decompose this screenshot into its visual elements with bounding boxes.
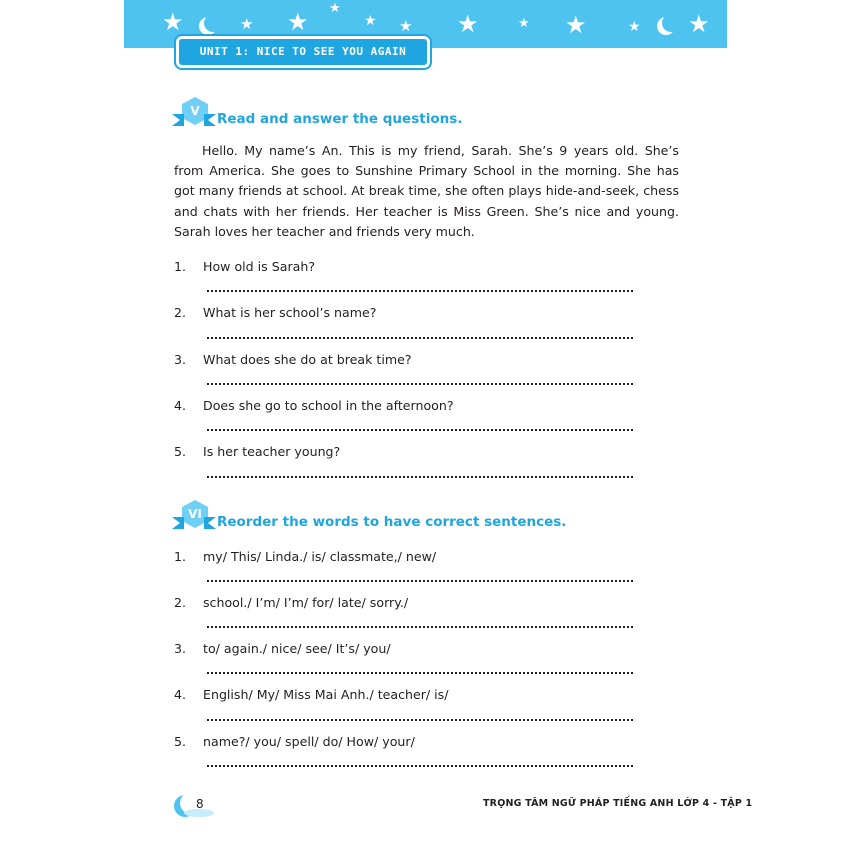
answer-line[interactable] — [207, 429, 633, 431]
book-title: TRỌNG TÂM NGỮ PHÁP TIẾNG ANH LỚP 4 - TẬP 1 — [483, 798, 753, 809]
star-icon: ★ — [364, 13, 377, 29]
item-number: 4. — [174, 687, 187, 702]
answer-line[interactable] — [207, 337, 633, 339]
unit-title: UNIT 1: NICE TO SEE YOU AGAIN — [199, 45, 407, 58]
moon-icon — [662, 14, 680, 32]
star-icon: ★ — [688, 10, 710, 38]
answer-line[interactable] — [207, 719, 633, 721]
question-number: 4. — [174, 398, 187, 413]
answer-line[interactable] — [207, 383, 633, 385]
question-number: 3. — [174, 352, 187, 367]
question-text: What is her school’s name? — [203, 305, 377, 320]
page-number: 8 — [196, 797, 204, 811]
passage-text: Hello. My name’s An. This is my friend, Sarah. She’s 9 years old. She’s from America. She goes to Sunshine Primary School in the morning. She has got many friends at school. At break time, she often plays hide-and-seek, chess and chats with her friends. Her teacher is Miss Green. She’s nice and young. Sarah loves her teacher and friends very much. — [174, 143, 679, 239]
item-number: 5. — [174, 734, 187, 749]
star-icon: ★ — [329, 1, 341, 16]
question-text: Does she go to school in the afternoon? — [203, 398, 454, 413]
section-vi-title: Reorder the words to have correct sentences. — [217, 514, 567, 530]
moon-icon — [204, 14, 222, 32]
answer-line[interactable] — [207, 476, 633, 478]
reading-passage — [174, 141, 679, 242]
question-number: 5. — [174, 444, 187, 459]
item-text: my/ This/ Linda./ is/ classmate,/ new/ — [203, 549, 437, 564]
section-v-title: Read and answer the questions. — [217, 111, 463, 127]
item-text: English/ My/ Miss Mai Anh./ teacher/ is/ — [203, 687, 449, 702]
ribbon-icon — [172, 517, 216, 529]
star-icon: ★ — [518, 16, 530, 31]
question-text: What does she do at break time? — [203, 352, 412, 367]
question-text: Is her teacher young? — [203, 444, 341, 459]
item-number: 3. — [174, 641, 187, 656]
item-number: 2. — [174, 595, 187, 610]
item-number: 1. — [174, 549, 187, 564]
unit-banner — [176, 36, 430, 68]
ribbon-icon — [172, 114, 216, 126]
answer-line[interactable] — [207, 626, 633, 628]
question-number: 2. — [174, 305, 187, 320]
star-icon: ★ — [565, 11, 587, 39]
item-text: school./ I’m/ I’m/ for/ late/ sorry./ — [203, 595, 409, 610]
answer-line[interactable] — [207, 580, 633, 582]
star-icon: ★ — [399, 17, 413, 35]
section-v-number: V — [190, 104, 200, 118]
star-icon: ★ — [457, 10, 479, 38]
answer-line[interactable] — [207, 290, 633, 292]
answer-line[interactable] — [207, 672, 633, 674]
answer-line[interactable] — [207, 765, 633, 767]
item-text: name?/ you/ spell/ do/ How/ your/ — [203, 734, 415, 749]
star-icon: ★ — [162, 8, 184, 36]
question-number: 1. — [174, 259, 187, 274]
item-text: to/ again./ nice/ see/ It’s/ you/ — [203, 641, 391, 656]
question-text: How old is Sarah? — [203, 259, 316, 274]
star-icon: ★ — [240, 15, 254, 33]
section-vi-number: VI — [188, 507, 202, 521]
star-icon: ★ — [287, 8, 309, 36]
star-icon: ★ — [628, 19, 641, 35]
